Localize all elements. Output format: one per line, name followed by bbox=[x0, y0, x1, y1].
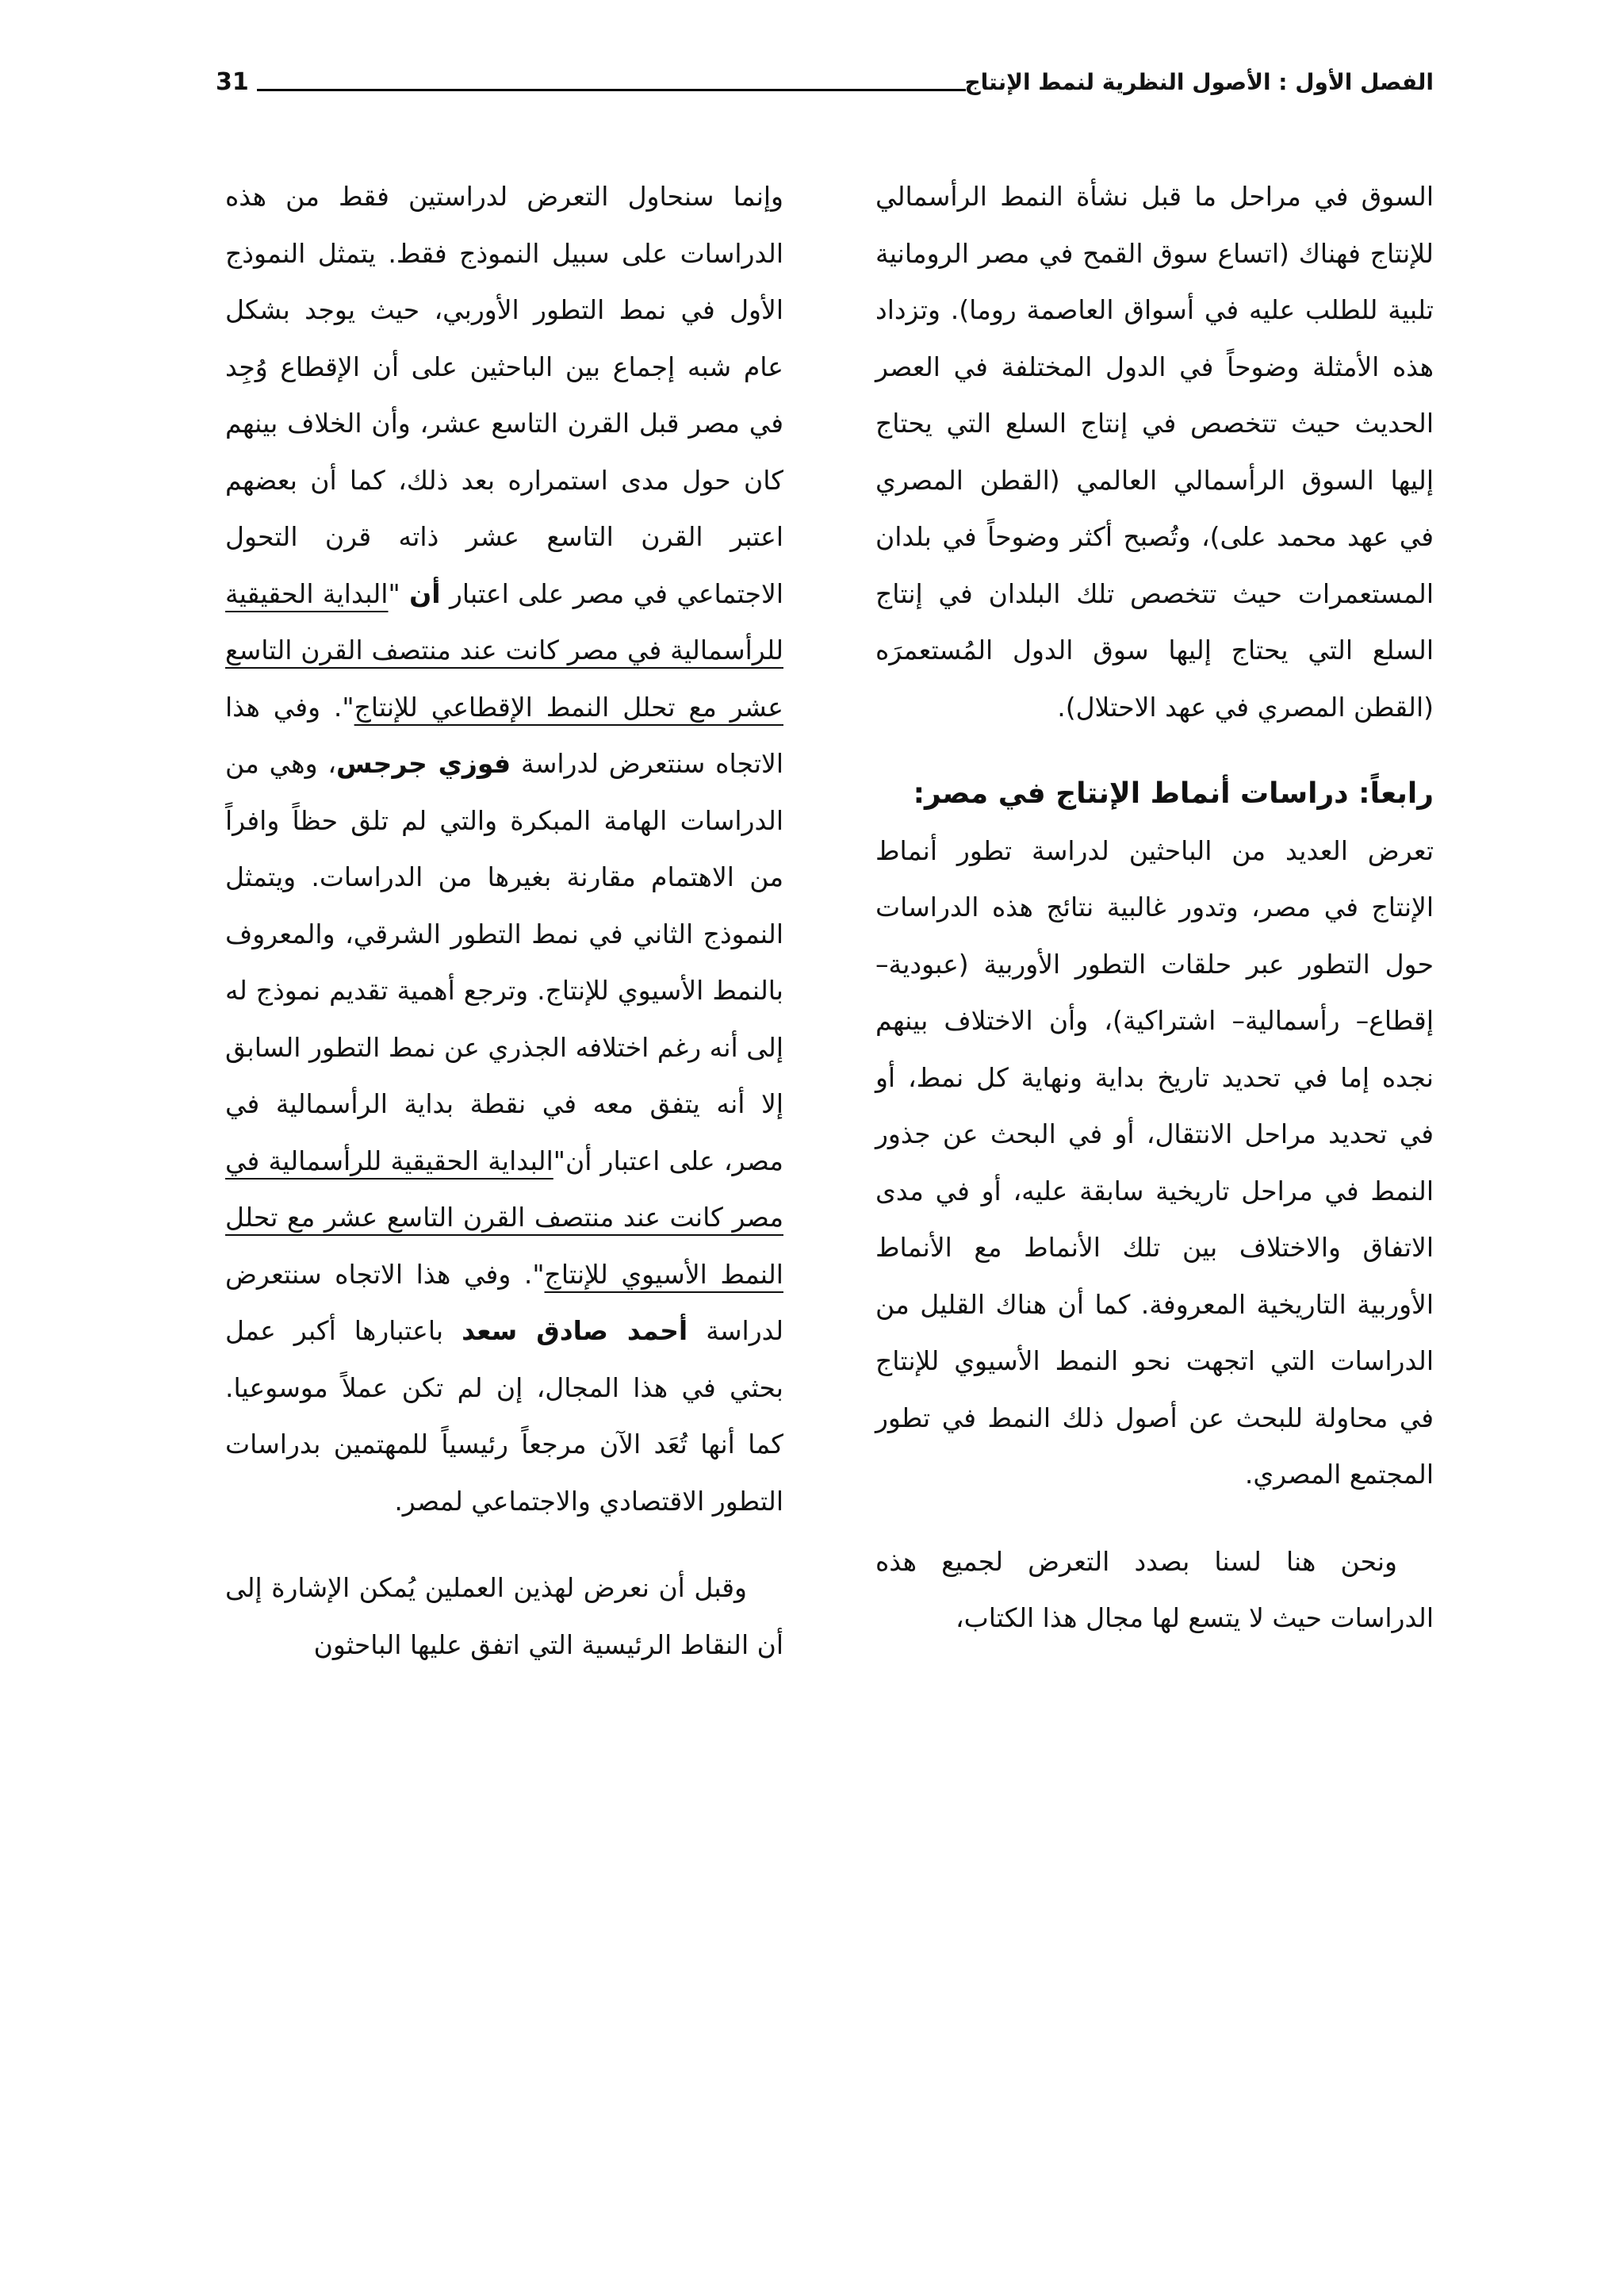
author-name: أحمد صادق سعد bbox=[462, 1315, 688, 1346]
text-run: وإنما سنحاول التعرض لدراستين فقط من هذه الدراسات على سبيل النموذج فقط. يتمثل النموذج الأول في نمط التطور الأوربي، حيث يوجد بشكل عام شبه إجماع بين الباحثين على أن الإقطاع وُجِد في مصر قبل القرن التاسع عشر، وأن الخلاف بينهم كان حول مدى استمراره بعد ذلك، كما أن بعضهم اعتبر القرن التاسع عشر ذاته قرن التحول الاجتماعي في مصر على اعتبار bbox=[225, 181, 783, 609]
page-header bbox=[216, 65, 1434, 113]
underlined-quote: البداية الحقيقية للرأسمالية في مصر كانت عند منتصف القرن التاسع عشر مع تحلل النمط الإقطاعي للإنتاج bbox=[225, 577, 783, 723]
paragraph bbox=[225, 168, 783, 1529]
text-run: باعتبارها أكبر عمل بحثي في هذا المجال، إن لم تكن عملاً موسوعيا. كما أنها تُعَد الآن مرجعاً رئيسياً للمهتمين بدراسات التطور الاقتصادي والاجتماعي لمصر. bbox=[225, 1315, 783, 1517]
spacer bbox=[875, 1503, 1434, 1533]
paragraph: تعرض العديد من الباحثين لدراسة تطور أنماط الإنتاج في مصر، وتدور غالبية نتائج هذه الدراسات حول التطور عبر حلقات التطور الأوربية (عبودية– إقطاع– رأسمالية– اشتراكية)، وأن الاختلاف بينهم نجده إما في تحديد تاريخ بداية ونهاية كل نمط، أو في تحديد مراحل الانتقال، أو في البحث عن جذور النمط في مراحل تاريخية سابقة عليه، أو في مدى الاتفاق والاختلاف بين تلك الأنماط مع الأنماط الأوربية التاريخية المعروفة. كما أن هناك القليل من الدراسات التي اتجهت نحو النمط الأسيوي للإنتاج في محاولة للبحث عن أصول ذلك النمط في تطور المجتمع المصري. bbox=[875, 834, 1434, 1490]
left-column bbox=[225, 168, 783, 1673]
chapter-title: الفصل الأول : الأصول النظرية لنمط الإنتاج bbox=[964, 69, 1434, 95]
header-rule bbox=[257, 89, 966, 91]
underlined-quote: البداية الحقيقية للرأسمالية في مصر كانت عند منتصف القرن التاسع عشر مع تحلل النمط الأسيوي للإنتاج bbox=[225, 1145, 783, 1290]
author-name: فوزي جرجس bbox=[336, 748, 511, 779]
text-run: ". وفي هذا الاتجاه سنتعرض لدراسة bbox=[225, 691, 783, 779]
paragraph: وقبل أن نعرض لهذين العملين يُمكن الإشارة إلى أن النقاط الرئيسية التي اتفق عليها الباحثون bbox=[225, 1572, 783, 1660]
right-column bbox=[875, 168, 1434, 1647]
text-run: ، وهي من الدراسات الهامة المبكرة والتي لم تلق حظاً وافراً من الاهتمام مقارنة بغيرها من الدراسات. ويتمثل النموذج الثاني في نمط التطور الشرقي، والمعروف بالنمط الأسيوي للإنتاج. وترجع أهمية تقديم نموذج له إلى أنه رغم اختلافه الجذري عن نمط التطور السابق إلا أنه يتفق معه في نقطة بداية الرأسمالية في مصر، على اعتبار أن" bbox=[225, 748, 783, 1176]
paragraph: السوق في مراحل ما قبل نشأة النمط الرأسمالي للإنتاج فهناك (اتساع سوق القمح في مصر الرومانية تلبية للطلب عليه في أسواق العاصمة روما). وتزداد هذه الأمثلة وضوحاً في الدول المختلفة في العصر الحديث حيث تتخصص في إنتاج السلع التي يحتاج إليها السوق الرأسمالي العالمي (القطن المصري في عهد محمد على)، وتُصبح أكثر وضوحاً في بلدان المستعمرات حيث تتخصص تلك البلدان في إنتاج السلع التي يحتاج إليها سوق الدول المُستعمرَه (القطن المصري في عهد الاحتلال). bbox=[875, 181, 1434, 723]
paragraph: ونحن هنا لسنا بصدد التعرض لجميع هذه الدراسات حيث لا يتسع لها مجال هذا الكتاب، bbox=[875, 1545, 1434, 1633]
emphasis: أن bbox=[409, 577, 441, 609]
text-run: " bbox=[388, 577, 400, 609]
spacer bbox=[225, 1529, 783, 1559]
page-number: 31 bbox=[216, 68, 249, 96]
section-heading: رابعاً: دراسات أنماط الإنتاج في مصر: bbox=[913, 777, 1434, 810]
spacer bbox=[875, 735, 1434, 765]
text-run: ". وفي هذا الاتجاه سنتعرض لدراسة bbox=[225, 1258, 784, 1346]
